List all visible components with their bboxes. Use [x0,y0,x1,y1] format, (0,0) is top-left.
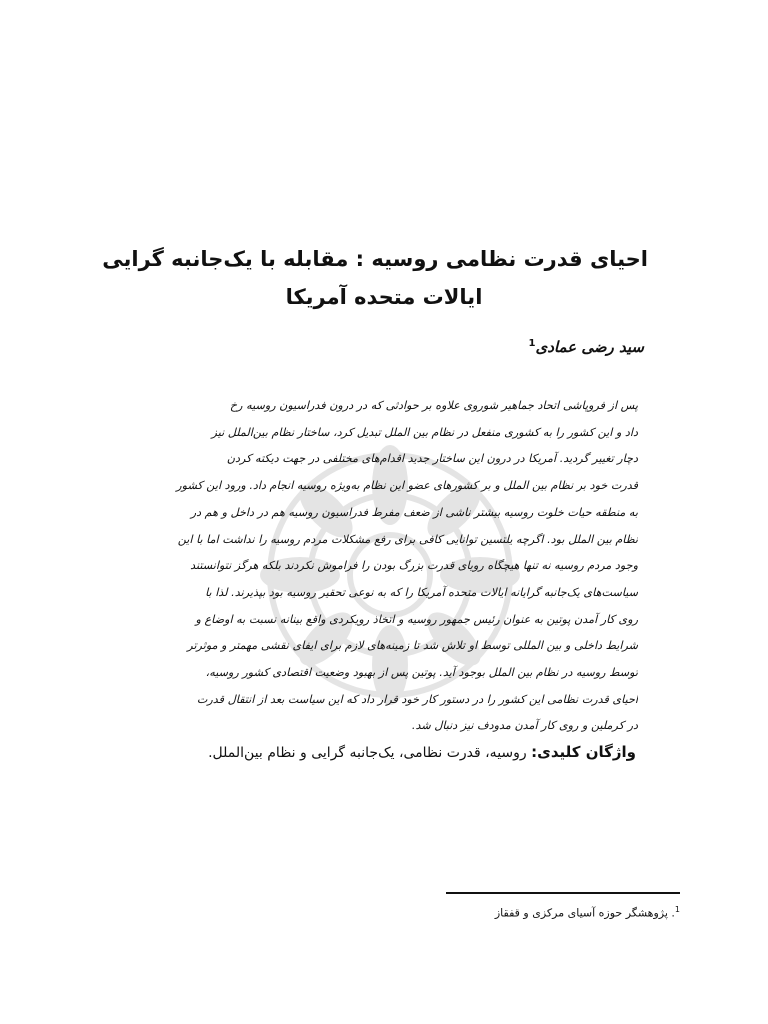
abstract-line: شرایط داخلی و بین المللی توسط او تلاش شد تا زمینه‌های لازم برای ایفای نقشی مهمتر و موثرتر [187,639,638,653]
abstract-line: توسط روسیه در نظام بین الملل بوجود آید. پوتین پس از بهبود وضعیت اقتصادی کشور روسیه، [205,666,638,680]
keywords [208,743,636,761]
abstract-paragraph [132,393,638,740]
abstract-line: روی کار آمدن پوتین به عنوان رئیس جمهور روسیه و اتخاذ رویکردی واقع بینانه نسبت به اوضاع و [195,612,638,626]
abstract-line: دچار تغییر گردید. آمریکا در درون این ساختار جدید اقدام‌های مختلفی در جهت دیکته کردن [226,452,638,466]
article-title [102,240,648,316]
abstract-line: داد و این کشور را به کشوری منفعل در نظام بین الملل تبدیل کرد، ساختار نظام بین‌الملل نیز [211,425,638,439]
footnote-text: . پژوهشگر حوزه آسیای مرکزی و قفقاز [494,906,675,920]
abstract-line: پس از فروپاشی اتحاد جماهیر شوروی علاوه بر حوادثی که در درون فدراسیون روسیه رخ [229,399,638,412]
footnote-divider [446,892,680,894]
author-footnote-mark: 1 [528,338,536,349]
abstract-line: سیاست‌های یک‌جانبه گرایانه ایالات متحده آمریکا را که به نوعی تحقیر روسیه بود بپذیرند. لذا با [205,585,638,599]
abstract-line: در کرملین و روی کار آمدن مدودف نیز دنبال شد. [411,719,638,733]
abstract-line: نظام بین الملل بود. اگرچه یلتسین توانایی کافی برای رفع مشکلات مردم روسیه را نداشت اما با این [177,532,638,546]
abstract-line: احیای قدرت نظامی این کشور را در دستور کار خود قرار داد که این سیاست بعد از انتقال قدرت [196,692,638,706]
abstract-line: به منطقه حیات خلوت روسیه بیشتر ناشی از ضعف مفرط فدراسیون روسیه هم در داخل و هم در [190,505,638,519]
footnote [495,905,680,920]
footnote-mark: 1 [674,905,680,914]
keywords-label: واژگان کلیدی: [531,743,636,761]
abstract-line: وجود مردم روسیه نه تنها هیچگاه رویای قدرت بزرگ بودن را فراموش نکردند بلکه هرگز نتوانستند [190,559,638,573]
title-line-1: احیای قدرت نظامی روسیه : مقابله با یک‌جانبه گرایی [102,247,648,271]
author-name: سید رضی عمادی [535,338,644,356]
abstract-line: قدرت خود بر نظام بین الملل و بر کشورهای عضو این نظام به‌ویژه روسیه انجام داد. ورود این کشور [176,479,638,493]
author-byline [529,338,644,356]
title-line-2: ایالات متحده آمریکا [285,285,483,309]
keywords-text: روسیه، قدرت نظامی، یک‌جانبه گرایی و نظام بین‌الملل. [208,745,527,761]
